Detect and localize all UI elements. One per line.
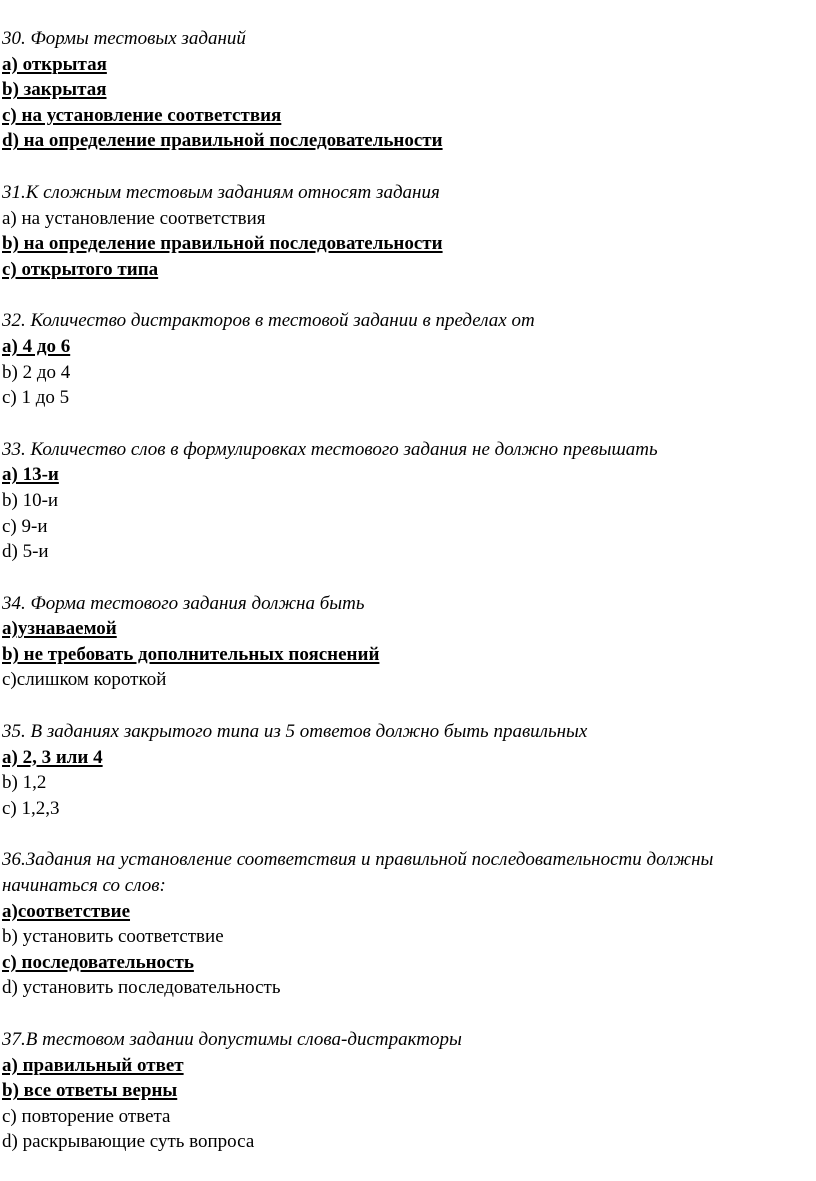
question-text: 35. В заданиях закрытого типа из 5 ответов должно быть правильных	[2, 721, 588, 743]
answer-option: b) 1,2	[2, 772, 47, 794]
answer-option: c) повторение ответа	[2, 1105, 171, 1127]
answer-option-correct: c) на установление соответствия	[2, 104, 282, 126]
answer-option: a) на установление соответствия	[2, 207, 266, 229]
question-text: 30. Формы тестовых заданий	[2, 28, 246, 49]
question-text: 32. Количество дистракторов в тестовой задании в пределах от	[2, 310, 535, 332]
answer-option-correct: a)соответствие	[2, 900, 131, 922]
answer-option: b) 2 до 4	[2, 361, 71, 383]
answer-option-correct: a) 4 до 6	[2, 335, 71, 357]
question-text: 33. Количество слов в формулировках тестового задания не должно превышать	[2, 438, 658, 460]
question-block	[2, 1027, 802, 1155]
question-text: 37.В тестовом задании допустимы слова-дистракторы	[2, 1029, 462, 1050]
answer-option: c)слишком короткой	[2, 669, 167, 691]
question-block	[2, 26, 802, 154]
answer-option-correct: c) открытого типа	[2, 258, 159, 280]
answer-option-correct: b) закрытая	[2, 79, 107, 101]
question-block	[2, 437, 802, 565]
answer-option-correct: b) на определение правильной последовательности	[2, 233, 443, 255]
answer-option: d) 5-и	[2, 541, 49, 563]
answer-option: b) 10-и	[2, 489, 59, 511]
answer-option-correct: a) открытая	[2, 53, 107, 75]
question-block	[2, 719, 802, 821]
answer-option: b) установить соответствие	[2, 926, 224, 948]
answer-option-correct: a) 2, 3 или 4	[2, 746, 103, 768]
answer-option: c) 9-и	[2, 515, 48, 537]
question-block	[2, 308, 802, 410]
question-text: 36.Задания на установление соответствия и правильной последовательности должны начинаться со слов:	[2, 849, 714, 897]
answer-option: c) 1,2,3	[2, 797, 60, 819]
answer-option-correct: c) последовательность	[2, 951, 194, 973]
answer-option: c) 1 до 5	[2, 387, 70, 409]
answer-option-correct: a) правильный ответ	[2, 1054, 184, 1076]
answer-option: d) установить последовательность	[2, 977, 281, 999]
question-text: 34. Форма тестового задания должна быть	[2, 592, 365, 614]
document-page	[2, 26, 802, 1181]
answer-option-correct: b) не требовать дополнительных пояснений	[2, 643, 380, 665]
question-block	[2, 180, 802, 282]
question-text: 31.К сложным тестовым заданиям относят задания	[2, 181, 440, 203]
answer-option-correct: a)узнаваемой	[2, 618, 117, 640]
answer-option: d) раскрывающие суть вопроса	[2, 1131, 255, 1153]
question-block	[2, 591, 802, 693]
question-block	[2, 847, 802, 1001]
answer-option-correct: b) все ответы верны	[2, 1080, 178, 1102]
answer-option-correct: d) на определение правильной последовательности	[2, 130, 443, 152]
answer-option-correct: a) 13-и	[2, 464, 59, 486]
